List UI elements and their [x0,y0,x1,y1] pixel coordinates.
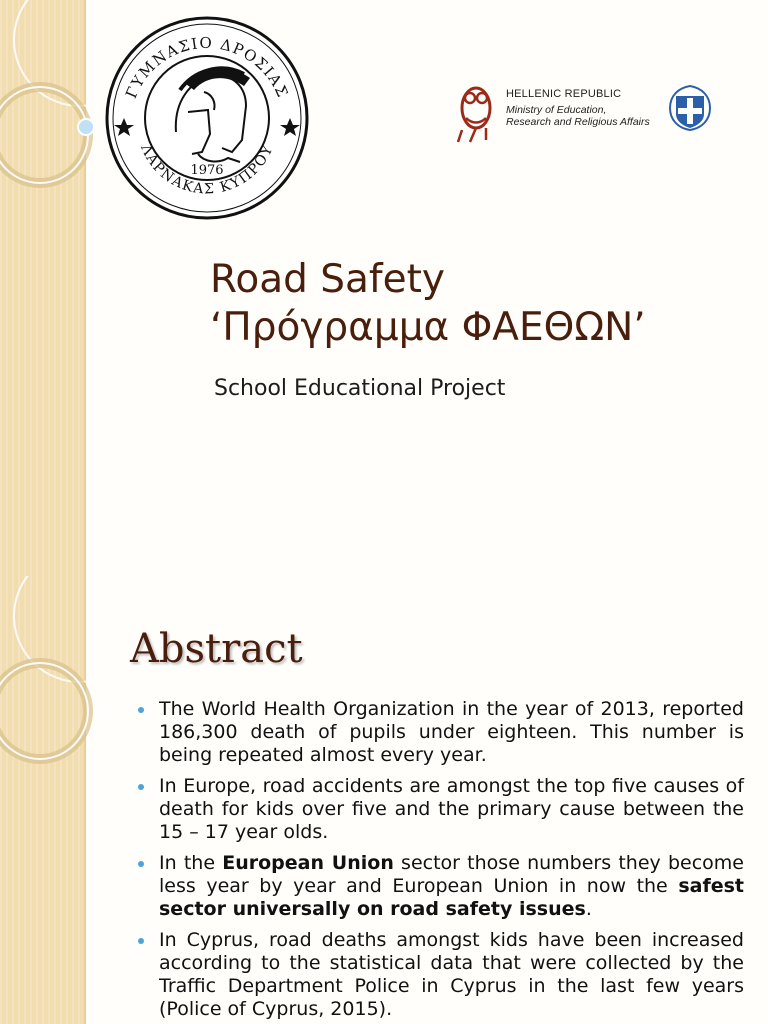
abstract-slide [0,576,768,1024]
bold-phrase: European Union [222,852,394,874]
title-line-2: ‘Πρόγραμμα ΦΑΕΘΩΝ’ [210,305,646,350]
slide-subtitle: School Educational Project [214,376,506,401]
ministry-line-3: Research and Religious Affairs [506,116,650,128]
bullet-item: The World Health Organization in the year of 2013, reported 186,300 death of pupils under eighteen. This number is being repeated almost every year. [134,698,744,767]
ministry-logo [456,76,716,148]
seal-year: 1976 [190,163,224,178]
ministry-line-1: HELLENIC REPUBLIC [506,88,622,100]
slide-title [210,256,646,352]
bullet-item: In Cyprus, road deaths amongst kids have been increased according to the statistical data that were collected by the Traffic Department Police in Cyprus in the last few years (Police of Cyprus, 2015). [134,929,744,1021]
decorative-circles [0,576,130,806]
ministry-text [506,88,650,128]
bullet-list [134,698,744,1024]
seal-top-text: ΓΥΜΝΑΣΙΟ ΔΡΟΣΙΑΣ [121,33,293,102]
seal-bottom-text: ΛΑΡΝΑΚΑΣ ΚΥΠΡΟΥ [137,142,277,198]
greek-emblem-icon [668,84,712,132]
school-seal-logo [104,12,310,224]
bold-phrase: safest sector universally on road safety issues [159,875,744,920]
ministry-line-2: Ministry of Education, [506,104,607,116]
bullet-item: In Europe, road accidents are amongst the top five causes of death for kids over five and the primary cause between the 15 – 17 year olds. [134,775,744,844]
owl-icon [456,78,496,144]
bullet-item: In the European Union sector those numbers they become less year by year and European Union in now the safest sector universally on road safety issues. [134,852,744,921]
abstract-heading: Abstract [130,626,303,672]
title-line-1: Road Safety [210,257,446,302]
